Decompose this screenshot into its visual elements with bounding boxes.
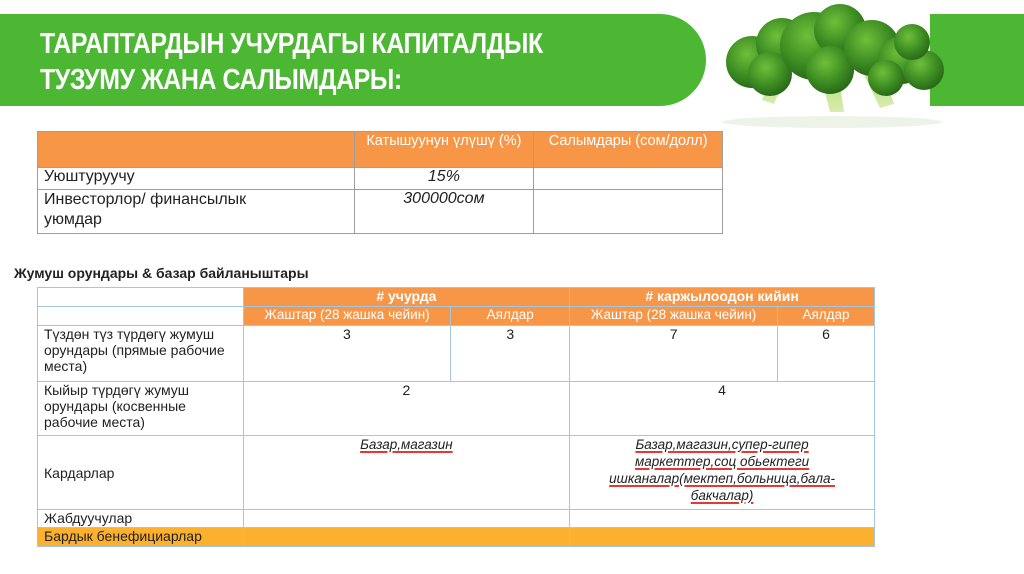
broccoli-image [712,0,952,130]
share-value: 15% [354,168,534,190]
cell-value: 6 [778,326,875,382]
cell-value: 3 [243,326,451,382]
invest-value [534,168,723,190]
cell-value: 2 [243,382,570,436]
table-row [38,382,875,436]
jobs-subheader-empty [38,307,244,326]
ownership-header-row [38,132,723,168]
jobs-section-title: Жумуш орундары & базар байланыштары [14,265,309,281]
table-row [38,190,723,234]
customers-current-cell [243,436,570,510]
customers-after-cell [570,436,875,510]
table-row [38,510,875,528]
invest-value [534,190,723,234]
sub-women-current: Аялдар [451,307,570,326]
customers-after-value: Базар,магазин,супер-гипер маркеттер,соц обьектеги ишканалар(мектеп,больница,бала-бакчалар) [609,437,836,503]
table-row [38,168,723,190]
sub-women-after: Аялдар [778,307,875,326]
page-title-line-2: ТУЗУМУ ЖАНА САЛЫМДАРЫ: [40,64,402,96]
row-label: Уюштуруучу [38,168,355,190]
cell-value [243,528,570,547]
jobs-header-empty [38,288,244,307]
cell-value [570,528,875,547]
row-label: Жабдуучулар [38,510,244,528]
ownership-header-empty [38,132,355,168]
jobs-group-header-row [38,288,875,307]
cell-value: 7 [570,326,778,382]
row-label: Бардык бенефициарлар [38,528,244,547]
customers-current-value: Базар,магазин [360,437,453,452]
table-row [38,436,875,510]
sub-youth-current: Жаштар (28 жашка чейин) [243,307,451,326]
row-label: Кыйыр түрдөгү жумуш орундары (косвенные рабочие места) [38,382,244,436]
row-label: Кардарлар [38,436,244,510]
row-label: Инвесторлор/ финансылык уюмдар [38,190,355,234]
share-value: 300000сом [354,190,534,234]
page-title [40,26,543,98]
cell-value: 4 [570,382,875,436]
jobs-subheader-row [38,307,875,326]
group-current-header: # учурда [243,288,570,307]
page-title-line-1: ТАРАПТАРДЫН УЧУРДАГЫ КАПИТАЛДЫК [40,28,543,60]
group-after-header: # каржылоодон кийин [570,288,875,307]
ownership-table [37,131,723,234]
jobs-table [37,287,875,547]
row-label: Түздөн түз түрдөгү жумуш орундары (прямые рабочие места) [38,326,244,382]
table-row [38,528,875,547]
cell-value [570,510,875,528]
table-row [38,326,875,382]
col-share-header: Катышуунун үлүшү (%) [354,132,534,168]
cell-value: 3 [451,326,570,382]
sub-youth-after: Жаштар (28 жашка чейин) [570,307,778,326]
cell-value [243,510,570,528]
col-invest-header: Салымдары (сом/долл) [534,132,723,168]
